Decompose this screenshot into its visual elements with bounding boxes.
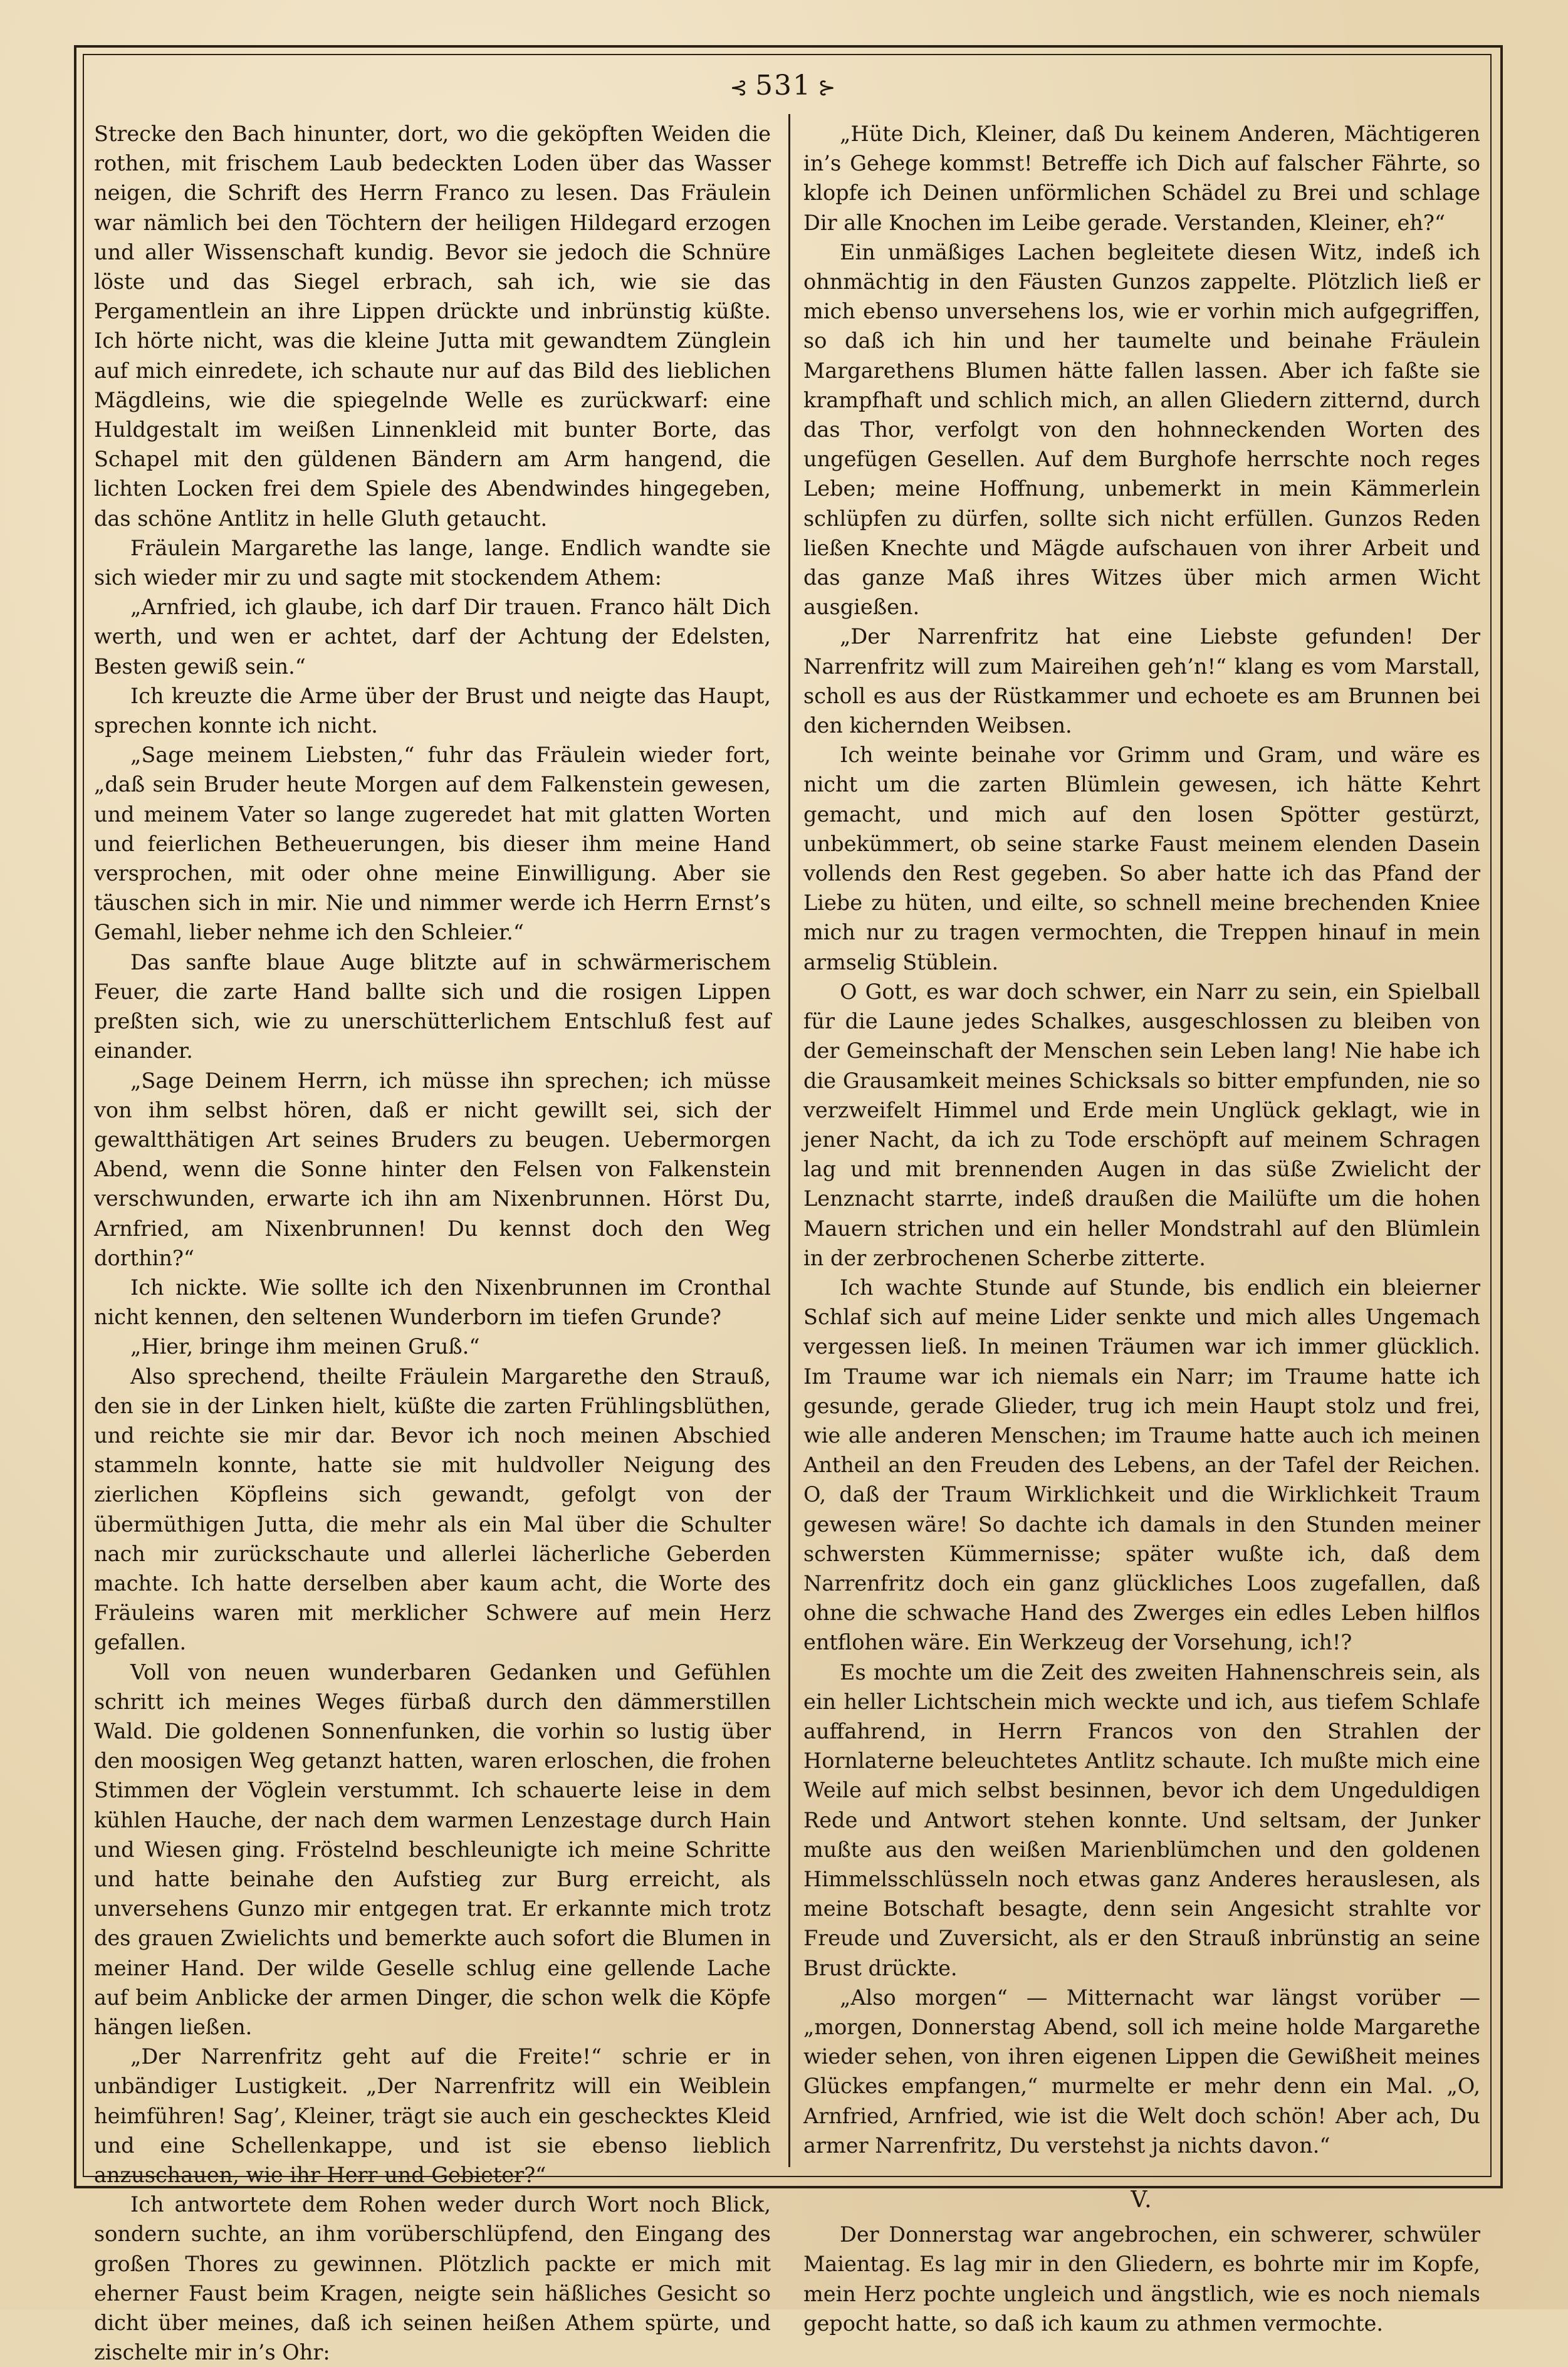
paragraph: Also sprechend, theilte Fräulein Margarethe den Strauß, den sie in der Linken hielt, küßte die zarten Frühlingsblüthen, und reichte sie mir dar. Bevor ich noch meinen Abschied stammeln konnte, hatte sie mit huldvoller Neigung des zierlichen Köpfleins sich gewandt, gefolgt von der übermüthigen Jutta, die mehr als ein Mal über die Schulter nach mir zurückschaute und allerlei lächerliche Geberden machte. Ich hatte derselben aber kaum acht, die Worte des Fräuleins waren mit merklicher Schwere auf mein Herz gefallen. — [94, 1364, 771, 1655]
paragraph: Ich antwortete dem Rohen weder durch Wort noch Blick, sondern suchte, an ihm vorüberschlüpfend, den Eingang des großen Thores zu gewinnen. Plötzlich packte er mich mit eherner Faust beim Kragen, neigte sein häßliches Gesicht so dicht über meines, daß ich seinen heißen Athem spürte, und zischelte mir in’s Ohr: — [94, 2192, 771, 2365]
paragraph: „Hüte Dich, Kleiner, daß Du keinem Anderen, Mächtigeren in’s Gehege kommst! Betreffe ich Dich auf falscher Fährte, so klopfe ich Deinen unförmlichen Schädel zu Brei und schlage Dir alle Knochen im Leibe gerade. Verstanden, Kleiner, eh?“ — [803, 122, 1480, 235]
left-column — [94, 119, 771, 2365]
paragraph: Strecke den Bach hinunter, dort, wo die geköpften Weiden die rothen, mit frischem Laub bedeckten Loden über das Wasser neigen, die Schrift des Herrn Franco zu lesen. Das Fräulein war nämlich bei den Töchtern der heiligen Hildegard erzogen und aller Wissenschaft kundig. Bevor sie jedoch die Schnüre löste und das Siegel erbrach, sah ich, wie sie das Pergamentlein an ihre Lippen drückte und inbrünstig küßte. Ich hörte nicht, was die kleine Jutta mit gewandtem Zünglein auf mich einredete, ich schaute nur auf das Bild des lieblichen Mägdleins, wie die spiegelnde Welle es zurückwarf: eine Huldgestalt im weißen Linnenkleid mit bunter Borte, das Schapel mit den güldenen Bändern am Arm hangend, die lichten Locken frei dem Spiele des Abendwindes hingegeben, das schöne Antlitz in helle Gluth getaucht. — [94, 122, 771, 531]
paragraph: „Arnfried, ich glaube, ich darf Dir trauen. Franco hält Dich werth, und wen er achtet, darf der Achtung der Edelsten, Besten gewiß sein.“ — [94, 595, 771, 679]
column-divider — [788, 114, 790, 2167]
paragraph: O Gott, es war doch schwer, ein Narr zu sein, ein Spielball für die Laune jedes Schalkes, ausgeschlossen zu bleiben von der Gemeinschaft der Menschen sein Leben lang! Nie habe ich die Grausamkeit meines Schicksals so bitter empfunden, nie so verzweifelt Himmel und Erde mein Unglück geklagt, wie in jener Nacht, da ich zu Tode erschöpft auf meinem Schragen lag und mit brennenden Augen in das süße Zwielicht der Lenznacht starrte, indeß draußen die Mailüfte um die hohen Mauern strichen und ein heller Mondstrahl auf den Blümlein in der zerbrochenen Scherbe zitterte. — [803, 979, 1480, 1270]
paragraph: Ich nickte. Wie sollte ich den Nixenbrunnen im Cronthal nicht kennen, den seltenen Wunderborn im tiefen Grunde? — [94, 1275, 771, 1330]
page-number-value: 531 — [755, 70, 812, 102]
paragraph: Es mochte um die Zeit des zweiten Hahnenschreis sein, als ein heller Lichtschein mich weckte und ich, aus tiefem Schlafe auffahrend, in Herrn Francos von den Strahlen der Hornlaterne beleuchtetes Antlitz schaute. Ich mußte mich eine Weile auf mich selbst besinnen, bevor ich dem Ungeduldigen Rede und Antwort stehen konnte. Und seltsam, der Junker mußte aus den weißen Marienblümchen und den goldenen Himmelsschlüsseln noch etwas ganz Anderes herauslesen, als meine Botschaft besagte, denn sein Angesicht strahlte vor Freude und Zuversicht, als er den Strauß inbrünstig an seine Brust drückte. — [803, 1659, 1480, 1980]
paragraph: „Sage meinem Liebsten,“ fuhr das Fräulein wieder fort, „daß sein Bruder heute Morgen auf dem Falkenstein gewesen, und meinem Vater so lange zugeredet hat mit glatten Worten und feierlichen Betheuerungen, bis dieser ihm meine Hand versprochen, mit oder ohne meine Einwilligung. Aber sie täuschen sich in mir. Nie und nimmer werde ich Herrn Ernst’s Gemahl, lieber nehme ich den Schleier.“ — [94, 743, 771, 945]
paragraph: Ich wachte Stunde auf Stunde, bis endlich ein bleierner Schlaf sich auf meine Lider senkte und mich alles Ungemach vergessen ließ. In meinen Träumen war ich immer glücklich. Im Traume war ich niemals ein Narr; im Traume hatte ich gesunde, gerade Glieder, trug ich mein Haupt stolz und frei, wie alle anderen Menschen; im Traume hatte auch ich meinen Antheil an den Freuden des Lebens, an der Tafel der Reichen. O, daß der Traum Wirklichkeit und die Wirklichkeit Traum gewesen wäre! So dachte ich damals in den Stunden meiner schwersten Kümmernisse; später wußte ich, daß dem Narrenfritz doch ein ganz glückliches Loos zugefallen, daß ohne die schwache Hand des Zwerges ein edles Leben hilflos entflohen wäre. Ein Werkzeug der Vorsehung, ich!? — [803, 1275, 1480, 1655]
paragraph: Der Donnerstag war angebrochen, ein schwerer, schwüler Maientag. Es lag mir in den Gliedern, es bohrte mir im Kopfe, mein Herz pochte ungleich und ängstlich, wie es noch niemals gepocht hatte, so daß ich kaum zu athmen vermochte. — [803, 2222, 1480, 2336]
paragraph: „Also morgen“ — Mitternacht war längst vorüber — „morgen, Donnerstag Abend, soll ich meine holde Margarethe wieder sehen, von ihren eigenen Lippen die Gewißheit meines Glückes empfangen,“ murmelte er mehr denn ein Mal. „O, Arnfried, Arnfried, wie ist die Welt doch schön! Aber ach, Du armer Narrenfritz, Du verstehst ja nichts davon.“ — [803, 1985, 1480, 2158]
paragraph: „Sage Deinem Herrn, ich müsse ihn sprechen; ich müsse von ihm selbst hören, daß er nicht gewillt sei, sich der gewaltthätigen Art seines Bruders zu beugen. Uebermorgen Abend, wenn die Sonne hinter den Felsen von Falkenstein verschwunden, erwarte ich ihn am Nixenbrunnen. Hörst Du, Arnfried, am Nixenbrunnen! Du kennst doch den Weg dorthin?“ — [94, 1068, 771, 1270]
section-heading: V. — [1131, 2187, 1153, 2213]
paragraph: Ich kreuzte die Arme über der Brust und neigte das Haupt, sprechen konnte ich nicht. — [94, 683, 771, 738]
ornament-right-icon: ⊱ — [817, 75, 837, 100]
paragraph: „Der Narrenfritz hat eine Liebste gefunden! Der Narrenfritz will zum Maireihen geh’n!“ klang es vom Marstall, scholl es aus der Rüstkammer und echoete es am Brunnen bei den kichernden Weibsen. — [803, 624, 1480, 738]
paragraph: „Der Narrenfritz geht auf die Freite!“ schrie er in unbändiger Lustigkeit. „Der Narrenfritz will ein Weiblein heimführen! Sag’, Kleiner, trägt sie auch ein geschecktes Kleid und eine Schellenkappe, und ist sie ebenso lieblich anzuschauen, wie ihr Herr und Gebieter?“ — [94, 2044, 771, 2188]
paragraph: Fräulein Margarethe las lange, lange. Endlich wandte sie sich wieder mir zu und sagte mit stockendem Athem: — [94, 535, 771, 590]
right-column — [803, 119, 1480, 2336]
page-number — [702, 64, 865, 108]
paragraph: Ich weinte beinahe vor Grimm und Gram, und wäre es nicht um die zarten Blümlein gewesen, ich hätte Kehrt gemacht, und mich auf den losen Spötter gestürzt, unbekümmert, ob seine starke Faust meinem elenden Dasein vollends den Rest gegeben. So aber hatte ich das Pfand der Liebe zu hüten, und eilte, so schnell meine brechenden Kniee mich nur zu tragen vermochten, die Treppen hinauf in mein armselig Stüblein. — [803, 743, 1480, 974]
paragraph: Ein unmäßiges Lachen begleitete diesen Witz, indeß ich ohnmächtig in den Fäusten Gunzos zappelte. Plötzlich ließ er mich ebenso unversehens los, wie er vorhin mich aufgegriffen, so daß ich hin und her taumelte und beinahe Fräulein Margarethens Blumen hätte fallen lassen. Aber ich faßte sie krampfhaft und schlich mich, an allen Gliedern zitternd, durch das Thor, verfolgt von den hohnneckenden Worten des ungefügen Gesellen. Auf dem Burghofe herrschte noch reges Leben; meine Hoffnung, unbemerkt in mein Kämmerlein schlüpfen zu dürfen, sollte sich nicht erfüllen. Gunzos Reden ließen Knechte und Mägde aufschauen von ihrer Arbeit und das ganze Maß ihres Witzes über mich armen Wicht ausgießen. — [803, 239, 1480, 620]
ornament-left-icon: ⊰ — [729, 75, 749, 100]
paragraph: Das sanfte blaue Auge blitzte auf in schwärmerischem Feuer, die zarte Hand ballte sich und die rosigen Lippen preßten sich, wie zu unerschütterlichem Entschluß fest auf einander. — [94, 949, 771, 1063]
paragraph: „Hier, bringe ihm meinen Gruß.“ — [130, 1334, 480, 1359]
paragraph: Voll von neuen wunderbaren Gedanken und Gefühlen schritt ich meines Weges fürbaß durch den dämmerstillen Wald. Die goldenen Sonnenfunken, die vorhin so lustig über den moosigen Weg getanzt hatten, waren erloschen, die frohen Stimmen der Vöglein verstummt. Ich schauerte leise in dem kühlen Hauche, der nach dem warmen Lenzestage durch Hain und Wiesen ging. Fröstelnd beschleunigte ich meine Schritte und hatte beinahe den Aufstieg zur Burg erreicht, als unversehens Gunzo mir entgegen trat. Er erkannte mich trotz des grauen Zwielichts und bemerkte auch sofort die Blumen in meiner Hand. Der wilde Geselle schlug eine gellende Lache auf beim Anblicke der armen Dinger, die schon welk die Köpfe hängen ließen. — [94, 1659, 771, 2039]
